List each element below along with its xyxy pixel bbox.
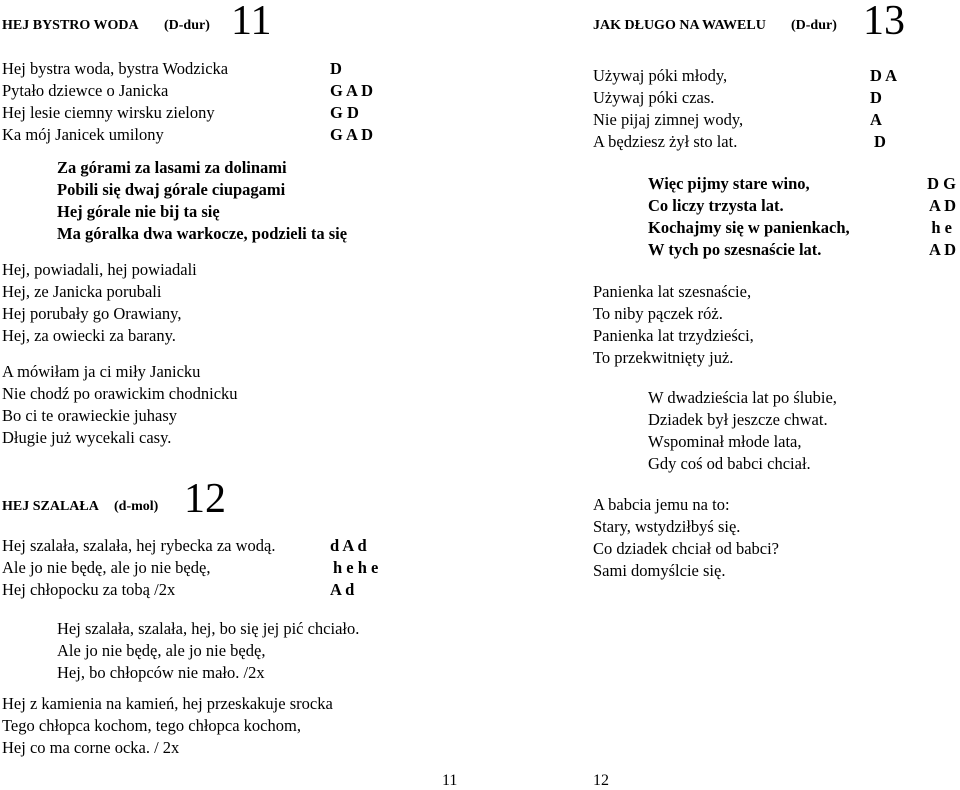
lyric-line: Hej, ze Janicka porubali (2, 282, 162, 301)
verse-chords (870, 65, 897, 153)
song-number: 11 (231, 0, 272, 44)
lyric-line: Kochajmy się w panienkach, (648, 218, 850, 237)
chord: G D (330, 103, 359, 122)
verse-lyrics (648, 387, 837, 475)
lyric-line: Używaj póki czas. (593, 88, 715, 107)
lyric-line: Ale jo nie będę, ale jo nie będę, (2, 558, 211, 577)
lyric-line: Pytało dziewce o Janicka (2, 81, 169, 100)
lyric-line: Ma góralka dwa warkocze, podzieli ta się (57, 224, 348, 243)
song-key: (d-mol) (114, 499, 159, 514)
lyric-line: Hej szalała, szalała, hej, bo się jej pić chciało. (57, 619, 360, 638)
chord: D A (870, 66, 898, 85)
lyric-line: Pobili się dwaj górale ciupagami (57, 180, 286, 199)
lyric-line: W dwadzieścia lat po ślubie, (648, 388, 837, 407)
verse-lyrics (2, 693, 333, 759)
song-title: HEJ BYSTRO WODA (2, 18, 139, 33)
song-number: 13 (863, 0, 905, 44)
chord: A D (928, 240, 956, 259)
lyric-line: Hej lesie ciemny wirsku zielony (2, 103, 215, 122)
page-number-left: 11 (442, 772, 458, 789)
lyric-line: Gdy coś od babci chciał. (648, 454, 811, 473)
lyric-line: A mówiłam ja ci miły Janicku (2, 362, 201, 381)
verse-lyrics (593, 281, 754, 369)
lyric-line: Hej co ma corne ocka. / 2x (2, 738, 180, 757)
verse-chords (330, 535, 378, 601)
lyric-line: Panienka lat trzydzieści, (593, 326, 754, 345)
chord: A d (330, 580, 355, 599)
lyric-line: To niby pączek róż. (593, 304, 723, 323)
lyric-line: Bo ci te orawieckie juhasy (2, 406, 178, 425)
lyric-line: Co dziadek chciał od babci? (593, 539, 780, 558)
lyric-line: Ka mój Janicek umilony (2, 125, 164, 144)
verse-lyrics (593, 494, 779, 582)
lyric-line: Długie już wycekali casy. (2, 428, 172, 447)
lyric-line: Panienka lat szesnaście, (593, 282, 752, 301)
lyric-line: Hej bystra woda, bystra Wodzicka (2, 59, 229, 78)
page-number-right: 12 (593, 772, 609, 789)
verse-chords (330, 58, 373, 146)
chord: D (874, 132, 886, 151)
lyric-line: Tego chłopca kochom, tego chłopca kochom, (2, 716, 301, 735)
lyric-line: Co liczy trzysta lat. (648, 196, 784, 215)
lyric-line: Hej, bo chłopców nie mało. /2x (57, 663, 265, 682)
lyric-line: W tych po szesnaście lat. (648, 240, 822, 259)
song-key: (D-dur) (164, 18, 210, 33)
song-title: JAK DŁUGO NA WAWELU (593, 18, 766, 33)
chord: A (870, 110, 882, 129)
lyric-line: Sami domyślcie się. (593, 561, 726, 580)
chord: A D (928, 196, 956, 215)
lyric-line: To przekwitnięty już. (593, 348, 734, 367)
chord: h e h e (333, 558, 379, 577)
lyric-line: A babcia jemu na to: (593, 495, 730, 514)
lyric-line: Hej, za owiecki za barany. (2, 326, 176, 345)
verse-lyrics (2, 58, 228, 146)
verse-lyrics (2, 361, 238, 449)
lyric-line: Za górami za lasami za dolinami (57, 158, 287, 177)
chord: D (330, 59, 342, 78)
lyric-line: Więc pijmy stare wino, (648, 174, 810, 193)
lyric-line: Wspominał młode lata, (648, 432, 802, 451)
song-title: HEJ SZALAŁA (2, 499, 99, 514)
lyric-line: Używaj póki młody, (593, 66, 728, 85)
verse-lyrics (2, 535, 275, 601)
chorus (57, 157, 347, 245)
lyric-line: Hej szalała, szalała, hej rybecka za wodą. (2, 536, 276, 555)
chord: D (870, 88, 882, 107)
lyric-line: Hej porubały go Orawiany, (2, 304, 182, 323)
lyric-line: Hej chłopocku za tobą /2x (2, 580, 176, 599)
verse-lyrics (2, 259, 197, 347)
chord: D G (927, 174, 956, 193)
lyric-line: Ale jo nie będę, ale jo nie będę, (57, 641, 266, 660)
song-number: 12 (184, 476, 226, 522)
chorus (648, 173, 850, 261)
lyric-line: Stary, wstydziłbyś się. (593, 517, 741, 536)
lyric-line: Hej z kamienia na kamień, hej przeskakuje srocka (2, 694, 333, 713)
lyric-line: Hej, powiadali, hej powiadali (2, 260, 197, 279)
lyric-line: Hej górale nie bij ta się (57, 202, 220, 221)
chord: G A D (330, 125, 374, 144)
lyric-line: A będziesz żył sto lat. (593, 132, 738, 151)
lyric-line: Nie pijaj zimnej wody, (593, 110, 744, 129)
chord: d A d (330, 536, 367, 555)
lyric-line: Nie chodź po orawickim chodnicku (2, 384, 238, 403)
song-key: (D-dur) (791, 18, 837, 33)
lyric-line: Dziadek był jeszcze chwat. (648, 410, 828, 429)
verse-lyrics (57, 618, 359, 684)
chorus-chords (898, 173, 956, 261)
chord: G A D (330, 81, 374, 100)
verse-lyrics (593, 65, 743, 153)
chord: h e (931, 218, 952, 237)
